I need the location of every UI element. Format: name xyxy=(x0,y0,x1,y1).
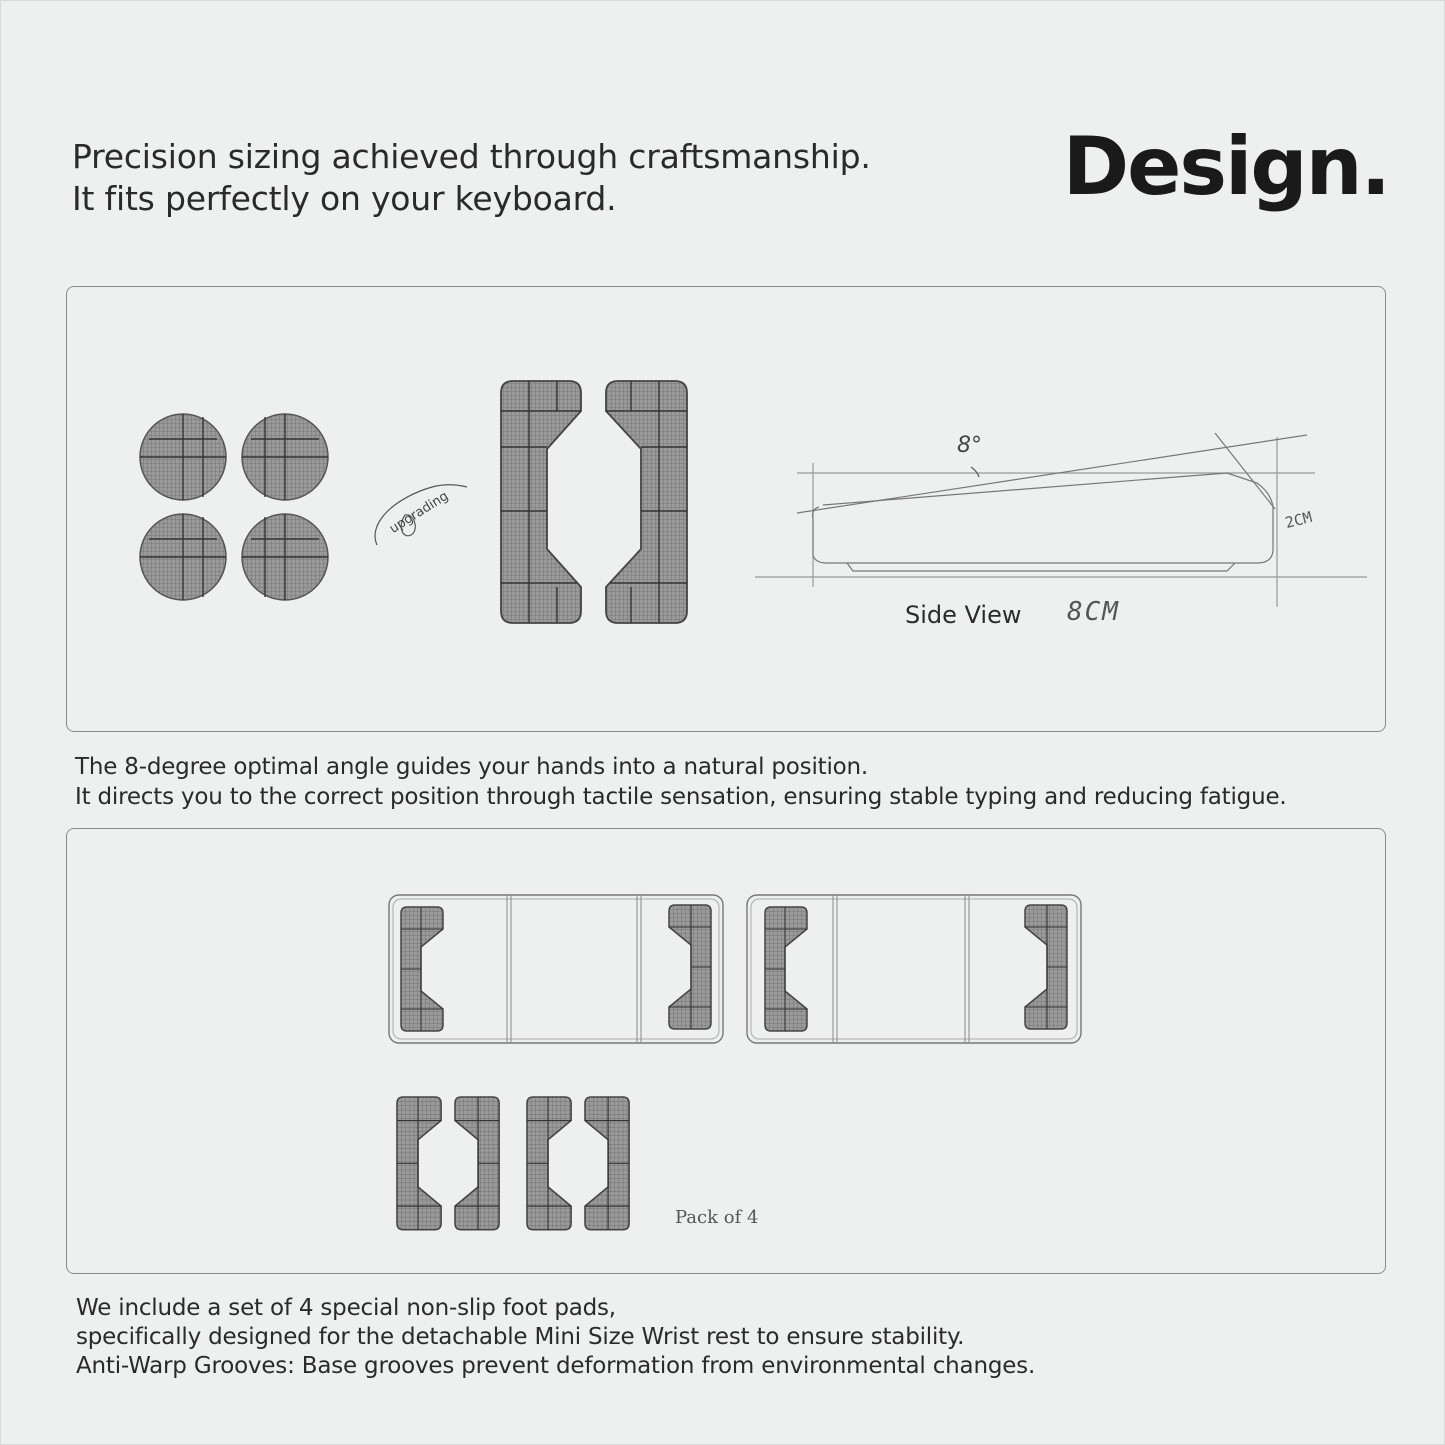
pack-label: Pack of 4 xyxy=(675,1207,759,1228)
foot-pad-icon xyxy=(455,1097,499,1230)
side-view-sketch xyxy=(755,433,1367,607)
left-bracket-pad-icon xyxy=(501,381,581,623)
width-dimension-label: 8CM xyxy=(1067,597,1120,627)
round-pad-icon xyxy=(140,414,226,500)
foot-pad-caption-line-3: Anti-Warp Grooves: Base grooves prevent deformation from environmental changes. xyxy=(76,1353,1036,1379)
foot-pad-comparison-panel xyxy=(66,286,1386,732)
headline xyxy=(72,136,871,220)
angle-label: 8° xyxy=(957,433,982,458)
bracket-foot-pads xyxy=(501,381,687,623)
right-bracket-pad-icon xyxy=(606,381,687,623)
round-pad-icon xyxy=(242,514,328,600)
page-title: Design. xyxy=(1062,120,1389,213)
foot-pad-caption-line-2: specifically designed for the detachable Mini Size Wrist rest to ensure stability. xyxy=(76,1324,965,1350)
height-dimension-label: 2CM xyxy=(1283,507,1314,533)
upgrading-label: upgrading xyxy=(387,488,452,537)
foot-pad-icon xyxy=(1025,905,1067,1029)
foot-pad-illustration xyxy=(67,287,1387,733)
foot-pad-icon xyxy=(397,1097,441,1230)
round-pad-icon xyxy=(140,514,226,600)
foot-pad-icon xyxy=(401,907,443,1031)
headline-line-1: Precision sizing achieved through craftsmanship. xyxy=(72,137,871,176)
pad-placement-panel xyxy=(66,828,1386,1274)
angle-caption-line-1: The 8-degree optimal angle guides your hands into a natural position. xyxy=(75,754,869,780)
foot-pad-icon xyxy=(585,1097,629,1230)
wrist-rest-bottom-view-1 xyxy=(389,895,723,1043)
foot-pad-icon xyxy=(765,907,807,1031)
foot-pad-caption-line-1: We include a set of 4 special non-slip foot pads, xyxy=(76,1295,616,1321)
pack-of-four-pads xyxy=(397,1097,629,1230)
wrist-rest-bottom-view-2 xyxy=(747,895,1081,1043)
round-foot-pads xyxy=(140,414,328,600)
foot-pad-icon xyxy=(527,1097,571,1230)
round-pad-icon xyxy=(242,414,328,500)
side-view-label: Side View xyxy=(905,601,1022,629)
headline-line-2: It fits perfectly on your keyboard. xyxy=(72,179,617,218)
angle-caption-line-2: It directs you to the correct position through tactile sensation, ensuring stable typing and reducing fatigue. xyxy=(75,784,1287,810)
foot-pad-caption xyxy=(76,1294,1035,1381)
foot-pad-icon xyxy=(669,905,711,1029)
angle-caption xyxy=(75,752,1287,812)
